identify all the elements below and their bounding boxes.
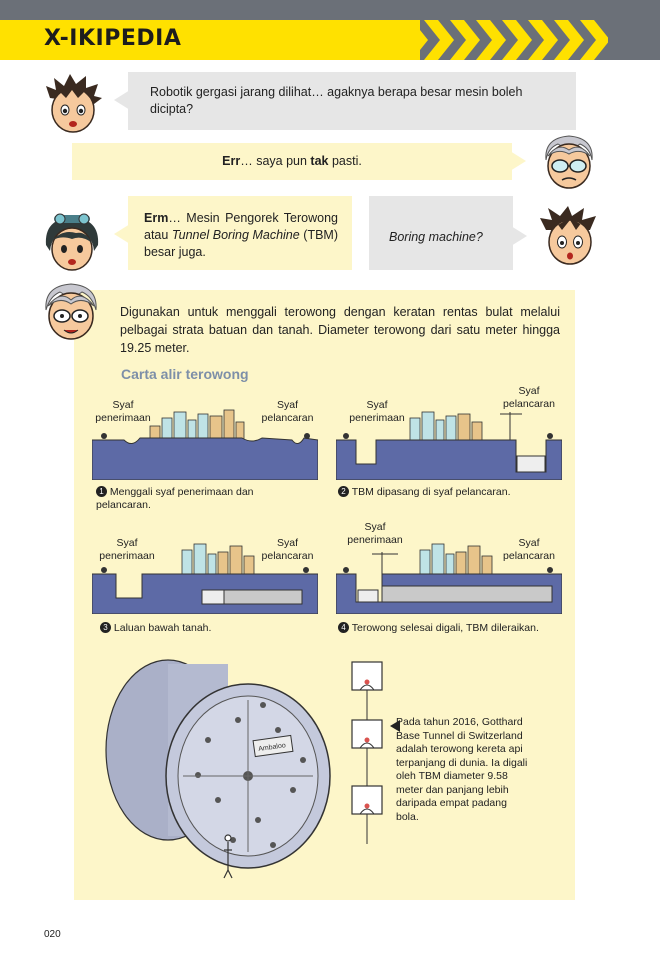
section-header (0, 20, 660, 60)
label-launching-shaft-1: Syaf pelancaran (261, 399, 314, 424)
answer-1-text: Err… saya pun tak pasti. (222, 154, 362, 168)
intro-paragraph: Digunakan untuk menggali terowong dengan keratan rentas bulat melalui pelbagai strata batuan dan tanah. Diameter terowong dari satu meter hingga 19.25 meter. (120, 305, 560, 355)
chevron-decoration (398, 20, 608, 60)
step-3-number-badge: 3 (100, 622, 111, 633)
bubble-tail (511, 226, 527, 246)
bubble-tail (114, 224, 130, 244)
step-4-number-badge: 4 (338, 622, 349, 633)
speech-bubble-question-2 (369, 196, 513, 270)
question-2-text: Boring machine? (389, 230, 483, 244)
diagram-step-2 (336, 408, 562, 480)
tbm-illustration (98, 650, 338, 882)
step-2-caption: 2 TBM dipasang di syaf pelancaran. (338, 486, 558, 499)
speech-bubble-answer-2 (128, 196, 352, 270)
bubble-tail (510, 151, 526, 171)
label-receiving-shaft-2: Syaf penerimaan (349, 399, 405, 424)
label-receiving-shaft-3: Syaf penerimaan (99, 537, 155, 562)
flowchart-title: Carta alir terowong (121, 366, 249, 382)
label-launching-shaft-2: Syaf pelancaran (503, 385, 555, 410)
label-receiving-shaft-4: Syaf penerimaan (347, 521, 403, 546)
speech-bubble-question-1 (128, 72, 576, 130)
page-number: 020 (44, 929, 61, 940)
answer-2-text: Erm… Mesin Pengorek Terowong atau Tunnel Boring Machine (TBM) besar juga. (144, 211, 338, 259)
diagram-step-4 (336, 542, 562, 614)
professor-avatar (540, 134, 598, 192)
section-title: X-IKIPEDIA (44, 26, 182, 51)
tbm-logo-text: Ambaloo (257, 742, 287, 754)
diagram-step-3 (92, 542, 318, 614)
bubble-tail (114, 90, 130, 110)
top-bar (0, 0, 660, 20)
step-1-number-badge: 1 (96, 486, 107, 497)
label-launching-shaft-3: Syaf pelancaran (261, 537, 314, 562)
boy-avatar (44, 74, 102, 136)
diagram-step-1 (92, 408, 318, 480)
basketball-court-comparison (348, 660, 388, 850)
speech-bubble-answer-1 (72, 143, 512, 180)
girl-avatar (42, 211, 102, 273)
professor-avatar-explaining (40, 282, 102, 344)
question-1-text: Robotik gergasi jarang dilihat… agaknya berapa besar mesin boleh dicipta? (150, 85, 523, 116)
label-receiving-shaft-1: Syaf penerimaan (95, 399, 151, 424)
step-1-caption: 1 Menggali syaf penerimaan dan pelancaran. (96, 486, 254, 511)
step-4-caption: 4 Terowong selesai digali, TBM dileraikan. (338, 622, 568, 635)
step-3-caption: 3 Laluan bawah tanah. (100, 622, 300, 635)
step-2-number-badge: 2 (338, 486, 349, 497)
boy-avatar-surprised (540, 206, 600, 268)
label-launching-shaft-4: Syaf pelancaran (503, 537, 555, 562)
sidebar-note: Pada tahun 2016, Gotthard Base Tunnel di Switzerland adalah terowong kereta api terpanjang di dunia. Ia digali oleh TBM diameter 9.58 meter dan panjang lebih daripada empat padang bola. (396, 716, 528, 823)
